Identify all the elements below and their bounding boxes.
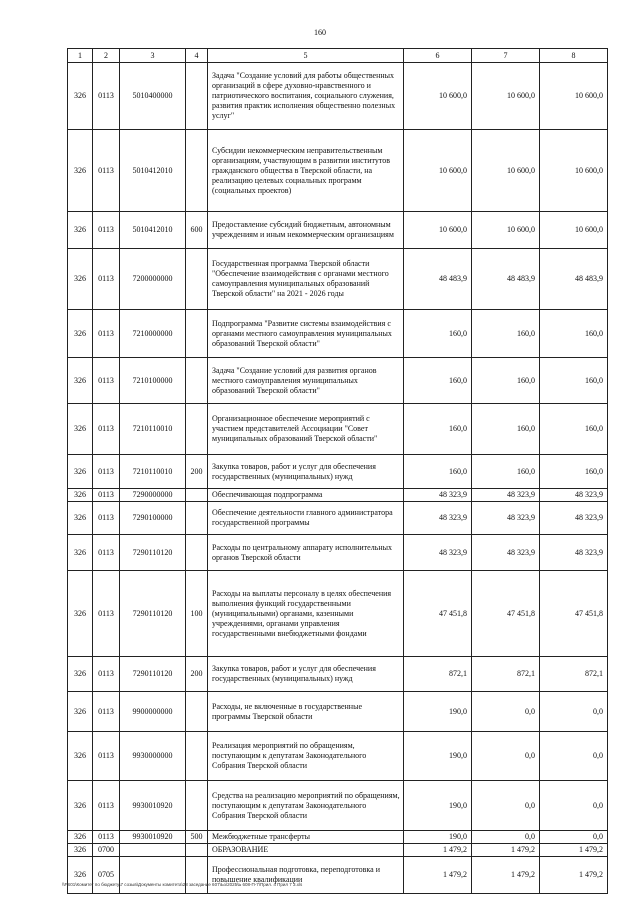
cell-col-7: 160,0 <box>472 358 540 404</box>
cell-col-6: 10 600,0 <box>404 212 472 249</box>
file-path-footer: \\FS01\Комитет по бюджету\7 созыв\Документы комитета\28 заседание 607\Ьз\2025\Ь 608-П-7\Прил. 4 Прил 7 3.xls <box>62 882 303 887</box>
cell-col-5: Средства на реализацию мероприятий по обращениям, поступающим к депутатам Законодательного Собрания Тверской области <box>208 781 404 831</box>
header-cell: 7 <box>472 49 540 63</box>
cell-col-4: 600 <box>186 212 208 249</box>
cell-col-4 <box>186 404 208 455</box>
cell-col-1: 326 <box>68 63 93 130</box>
table-row <box>68 781 608 831</box>
cell-col-6: 190,0 <box>404 692 472 732</box>
cell-col-4: 500 <box>186 831 208 844</box>
cell-col-4: 100 <box>186 571 208 657</box>
cell-col-1: 326 <box>68 657 93 692</box>
cell-col-8: 1 479,2 <box>540 857 608 894</box>
cell-col-7: 0,0 <box>472 732 540 781</box>
cell-col-5: Закупка товаров, работ и услуг для обеспечения государственных (муниципальных) нужд <box>208 455 404 489</box>
table-row <box>68 358 608 404</box>
cell-col-2: 0113 <box>93 781 120 831</box>
cell-col-7: 10 600,0 <box>472 63 540 130</box>
cell-col-4 <box>186 310 208 358</box>
cell-col-8: 47 451,8 <box>540 571 608 657</box>
cell-col-7: 10 600,0 <box>472 212 540 249</box>
table-row <box>68 732 608 781</box>
cell-col-4 <box>186 130 208 212</box>
budget-table <box>67 48 608 894</box>
cell-col-7: 0,0 <box>472 831 540 844</box>
cell-col-5: Задача "Создание условий для работы общественных организаций в сфере духовно-нравственного и патриотического воспитания, социального служения, развития практик исполнения общественно полезных услуг" <box>208 63 404 130</box>
cell-col-1: 326 <box>68 358 93 404</box>
header-row <box>68 49 608 63</box>
header-cell: 6 <box>404 49 472 63</box>
header-cell: 4 <box>186 49 208 63</box>
cell-col-7: 47 451,8 <box>472 571 540 657</box>
cell-col-3: 5010412010 <box>120 130 186 212</box>
cell-col-1: 326 <box>68 571 93 657</box>
cell-col-6: 10 600,0 <box>404 63 472 130</box>
table-row <box>68 844 608 857</box>
cell-col-8: 160,0 <box>540 455 608 489</box>
cell-col-5: Подпрограмма "Развитие системы взаимодействия с органами местного самоуправления муниципальных образований Тверской области" <box>208 310 404 358</box>
table-row <box>68 535 608 571</box>
cell-col-4 <box>186 63 208 130</box>
table-row <box>68 249 608 310</box>
cell-col-8: 0,0 <box>540 732 608 781</box>
cell-col-2: 0705 <box>93 857 120 894</box>
cell-col-2: 0113 <box>93 831 120 844</box>
cell-col-6: 190,0 <box>404 732 472 781</box>
cell-col-5: Профессиональная подготовка, переподготовка и повышение квалификации <box>208 857 404 894</box>
cell-col-3: 7290100000 <box>120 502 186 535</box>
table-row <box>68 130 608 212</box>
cell-col-4 <box>186 358 208 404</box>
header-cell: 2 <box>93 49 120 63</box>
cell-col-1: 326 <box>68 857 93 894</box>
cell-col-3: 7210110010 <box>120 455 186 489</box>
cell-col-7: 48 323,9 <box>472 502 540 535</box>
cell-col-5: Расходы по центральному аппарату исполнительных органов Тверской области <box>208 535 404 571</box>
cell-col-5: ОБРАЗОВАНИЕ <box>208 844 404 857</box>
cell-col-6: 872,1 <box>404 657 472 692</box>
header-cell: 5 <box>208 49 404 63</box>
cell-col-2: 0113 <box>93 63 120 130</box>
cell-col-7: 48 323,9 <box>472 535 540 571</box>
cell-col-5: Организационное обеспечение мероприятий с участием представителей Ассоциации "Совет муниципальных образований Тверской области" <box>208 404 404 455</box>
cell-col-2: 0113 <box>93 502 120 535</box>
cell-col-1: 326 <box>68 249 93 310</box>
cell-col-6: 160,0 <box>404 358 472 404</box>
cell-col-2: 0113 <box>93 404 120 455</box>
cell-col-5: Расходы на выплаты персоналу в целях обеспечения выполнения функций государственными (муниципальными) органами, казенными учреждениями, органами управления государственными внебюджетными фондами <box>208 571 404 657</box>
table-row <box>68 657 608 692</box>
cell-col-6: 47 451,8 <box>404 571 472 657</box>
cell-col-3: 9930010920 <box>120 831 186 844</box>
cell-col-4 <box>186 489 208 502</box>
table-row <box>68 571 608 657</box>
cell-col-1: 326 <box>68 455 93 489</box>
cell-col-2: 0113 <box>93 732 120 781</box>
cell-col-8: 10 600,0 <box>540 212 608 249</box>
cell-col-7: 1 479,2 <box>472 857 540 894</box>
cell-col-3: 7210100000 <box>120 358 186 404</box>
cell-col-3: 9900000000 <box>120 692 186 732</box>
cell-col-1: 326 <box>68 489 93 502</box>
cell-col-8: 10 600,0 <box>540 130 608 212</box>
cell-col-7: 0,0 <box>472 692 540 732</box>
cell-col-6: 1 479,2 <box>404 857 472 894</box>
cell-col-5: Обеспечение деятельности главного администратора государственной программы <box>208 502 404 535</box>
cell-col-2: 0113 <box>93 212 120 249</box>
page-number: 160 <box>314 28 326 37</box>
cell-col-8: 0,0 <box>540 692 608 732</box>
cell-col-7: 160,0 <box>472 310 540 358</box>
cell-col-8: 48 323,9 <box>540 535 608 571</box>
table-row <box>68 212 608 249</box>
cell-col-3: 7200000000 <box>120 249 186 310</box>
cell-col-8: 1 479,2 <box>540 844 608 857</box>
cell-col-3 <box>120 844 186 857</box>
cell-col-6: 160,0 <box>404 455 472 489</box>
table-row <box>68 831 608 844</box>
cell-col-2: 0113 <box>93 657 120 692</box>
cell-col-8: 48 323,9 <box>540 502 608 535</box>
cell-col-4 <box>186 781 208 831</box>
cell-col-2: 0113 <box>93 358 120 404</box>
cell-col-4 <box>186 502 208 535</box>
cell-col-4: 200 <box>186 455 208 489</box>
cell-col-1: 326 <box>68 781 93 831</box>
cell-col-1: 326 <box>68 212 93 249</box>
cell-col-6: 160,0 <box>404 404 472 455</box>
cell-col-8: 160,0 <box>540 404 608 455</box>
cell-col-1: 326 <box>68 404 93 455</box>
cell-col-7: 48 323,9 <box>472 489 540 502</box>
table-row <box>68 455 608 489</box>
table-row <box>68 692 608 732</box>
header-cell: 8 <box>540 49 608 63</box>
cell-col-7: 160,0 <box>472 455 540 489</box>
cell-col-7: 48 483,9 <box>472 249 540 310</box>
cell-col-8: 872,1 <box>540 657 608 692</box>
cell-col-4 <box>186 844 208 857</box>
table-row <box>68 502 608 535</box>
cell-col-4 <box>186 857 208 894</box>
cell-col-6: 48 323,9 <box>404 489 472 502</box>
cell-col-1: 326 <box>68 692 93 732</box>
cell-col-3: 7210000000 <box>120 310 186 358</box>
cell-col-4: 200 <box>186 657 208 692</box>
cell-col-8: 10 600,0 <box>540 63 608 130</box>
table-row <box>68 404 608 455</box>
header-cell: 1 <box>68 49 93 63</box>
cell-col-3 <box>120 857 186 894</box>
cell-col-4 <box>186 732 208 781</box>
cell-col-7: 1 479,2 <box>472 844 540 857</box>
cell-col-1: 326 <box>68 502 93 535</box>
cell-col-6: 48 323,9 <box>404 502 472 535</box>
cell-col-1: 326 <box>68 831 93 844</box>
cell-col-4 <box>186 535 208 571</box>
cell-col-2: 0700 <box>93 844 120 857</box>
cell-col-2: 0113 <box>93 130 120 212</box>
cell-col-7: 0,0 <box>472 781 540 831</box>
cell-col-1: 326 <box>68 130 93 212</box>
cell-col-6: 10 600,0 <box>404 130 472 212</box>
cell-col-7: 872,1 <box>472 657 540 692</box>
table-row <box>68 310 608 358</box>
cell-col-6: 1 479,2 <box>404 844 472 857</box>
cell-col-2: 0113 <box>93 455 120 489</box>
cell-col-1: 326 <box>68 535 93 571</box>
cell-col-5: Закупка товаров, работ и услуг для обеспечения государственных (муниципальных) нужд <box>208 657 404 692</box>
cell-col-2: 0113 <box>93 535 120 571</box>
cell-col-2: 0113 <box>93 571 120 657</box>
table-row <box>68 489 608 502</box>
cell-col-3: 7290110120 <box>120 657 186 692</box>
header-cell: 3 <box>120 49 186 63</box>
cell-col-1: 326 <box>68 844 93 857</box>
cell-col-2: 0113 <box>93 692 120 732</box>
cell-col-8: 0,0 <box>540 781 608 831</box>
cell-col-3: 7210110010 <box>120 404 186 455</box>
cell-col-8: 160,0 <box>540 310 608 358</box>
cell-col-5: Задача "Создание условий для развития органов местного самоуправления муниципальных образований Тверской области" <box>208 358 404 404</box>
cell-col-8: 160,0 <box>540 358 608 404</box>
cell-col-7: 10 600,0 <box>472 130 540 212</box>
cell-col-8: 0,0 <box>540 831 608 844</box>
cell-col-2: 0113 <box>93 489 120 502</box>
cell-col-3: 9930010920 <box>120 781 186 831</box>
cell-col-3: 5010412010 <box>120 212 186 249</box>
cell-col-6: 190,0 <box>404 781 472 831</box>
cell-col-4 <box>186 249 208 310</box>
cell-col-1: 326 <box>68 310 93 358</box>
cell-col-6: 48 483,9 <box>404 249 472 310</box>
cell-col-6: 190,0 <box>404 831 472 844</box>
cell-col-1: 326 <box>68 732 93 781</box>
table-row <box>68 63 608 130</box>
cell-col-5: Предоставление субсидий бюджетным, автономным учреждениям и иным некоммерческим организациям <box>208 212 404 249</box>
cell-col-5: Расходы, не включенные в государственные программы Тверской области <box>208 692 404 732</box>
cell-col-3: 7290000000 <box>120 489 186 502</box>
cell-col-5: Государственная программа Тверской области "Обеспечение взаимодействия с органами местного самоуправления муниципальных образований Тверской области" на 2021 - 2026 годы <box>208 249 404 310</box>
cell-col-5: Обеспечивающая подпрограмма <box>208 489 404 502</box>
cell-col-2: 0113 <box>93 249 120 310</box>
cell-col-5: Межбюджетные трансферты <box>208 831 404 844</box>
cell-col-6: 160,0 <box>404 310 472 358</box>
cell-col-5: Субсидии некоммерческим неправительственным организациям, участвующим в развитии институтов гражданского общества в Тверской области, на реализацию целевых социальных программ (социальных проектов) <box>208 130 404 212</box>
cell-col-3: 7290110120 <box>120 571 186 657</box>
cell-col-2: 0113 <box>93 310 120 358</box>
cell-col-3: 5010400000 <box>120 63 186 130</box>
cell-col-7: 160,0 <box>472 404 540 455</box>
cell-col-5: Реализация мероприятий по обращениям, поступающим к депутатам Законодательного Собрания Тверской области <box>208 732 404 781</box>
cell-col-4 <box>186 692 208 732</box>
cell-col-3: 7290110120 <box>120 535 186 571</box>
cell-col-8: 48 483,9 <box>540 249 608 310</box>
cell-col-8: 48 323,9 <box>540 489 608 502</box>
cell-col-3: 9930000000 <box>120 732 186 781</box>
cell-col-6: 48 323,9 <box>404 535 472 571</box>
table-row <box>68 857 608 894</box>
